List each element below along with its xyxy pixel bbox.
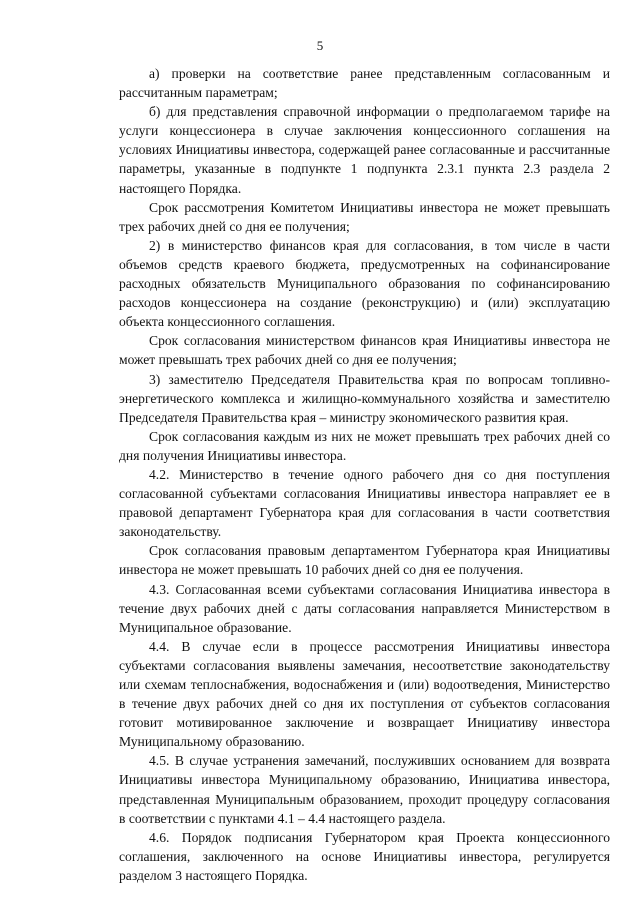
paragraph-4-3: 4.3. Согласованная всеми субъектами согласования Инициатива инвестора в течение двух рабочих дней с даты согласования направляется Министерством в Муниципальное образование. [119,581,610,635]
paragraph-4-5: 4.5. В случае устранения замечаний, послуживших основанием для возврата Инициативы инвестора Муниципальному образованию, Инициатива инвестора, представленная Муниципальным образованием, проходит процедуру согласования в соответствии с пунктами 4.1 – 4.4 настоящего раздела. [119,753,610,826]
page-number: 5 [316,38,324,53]
document-body [119,64,610,885]
paragraph-4-4: 4.4. В случае если в процессе рассмотрения Инициативы инвестора субъектами согласования выявлены замечания, несоответствие законодательству или схемам теплоснабжения, водоснабжения и (или) водоотведения, Министерство в течение двух рабочих дней со дня их поступления от субъектов согласования готовит мотивированное заключение и возвращает Инициативу инвестора Муниципальному образованию. [119,638,610,750]
paragraph-legal-term: Срок согласования правовым департаментом Губернатора края Инициативы инвестора не может превышать 10 рабочих дней со дня ее получения. [119,543,610,578]
paragraph-committee-term: Срок рассмотрения Комитетом Инициативы инвестора не может превышать трех рабочих дней со дня ее получения; [119,199,610,234]
paragraph-finance-term: Срок согласования министерством финансов края Инициативы инвестора не может превышать трех рабочих дней со дня ее получения; [119,333,610,368]
paragraph-deputy-term: Срок согласования каждым из них не может превышать трех рабочих дней со дня получения Инициативы инвестора. [119,428,610,463]
paragraph-a-checks: а) проверки на соответствие ранее представленным согласованным и рассчитанным параметрам; [119,66,610,101]
paragraph-3-deputy-chairmen: 3) заместителю Председателя Правительства края по вопросам топливно-энергетического комплекса и жилищно-коммунального хозяйства и заместителю Председателя Правительства края – министру экономического развития края. [119,371,610,425]
paragraph-4-6: 4.6. Порядок подписания Губернатором края Проекта концессионного соглашения, заключенного на основе Инициативы инвестора, регулируется разделом 3 настоящего Порядка. [119,829,610,883]
paragraph-b-reference-info: б) для представления справочной информации о предполагаемом тарифе на услуги концессионера в случае заключения концессионного соглашения на условиях Инициативы инвестора, содержащей ранее согласованные и рассчитанные параметры, указанные в подпункте 1 подпункта 2.3.1 пункта 2.3 раздела 2 настоящего Порядка. [119,104,610,196]
paragraph-2-finance-ministry: 2) в министерство финансов края для согласования, в том числе в части объемов средств краевого бюджета, предусмотренных на софинансирование расходных обязательств Муниципального образования по софинансированию расходов концессионера на создание (реконструкцию) и (или) эксплуатацию объекта концессионного соглашения. [119,237,610,330]
paragraph-4-2: 4.2. Министерство в течение одного рабочего дня со дня поступления согласованной субъектами согласования Инициативы инвестора направляет ее в правовой департамент Губернатора края для согласования в части соответствия законодательству. [119,466,610,540]
